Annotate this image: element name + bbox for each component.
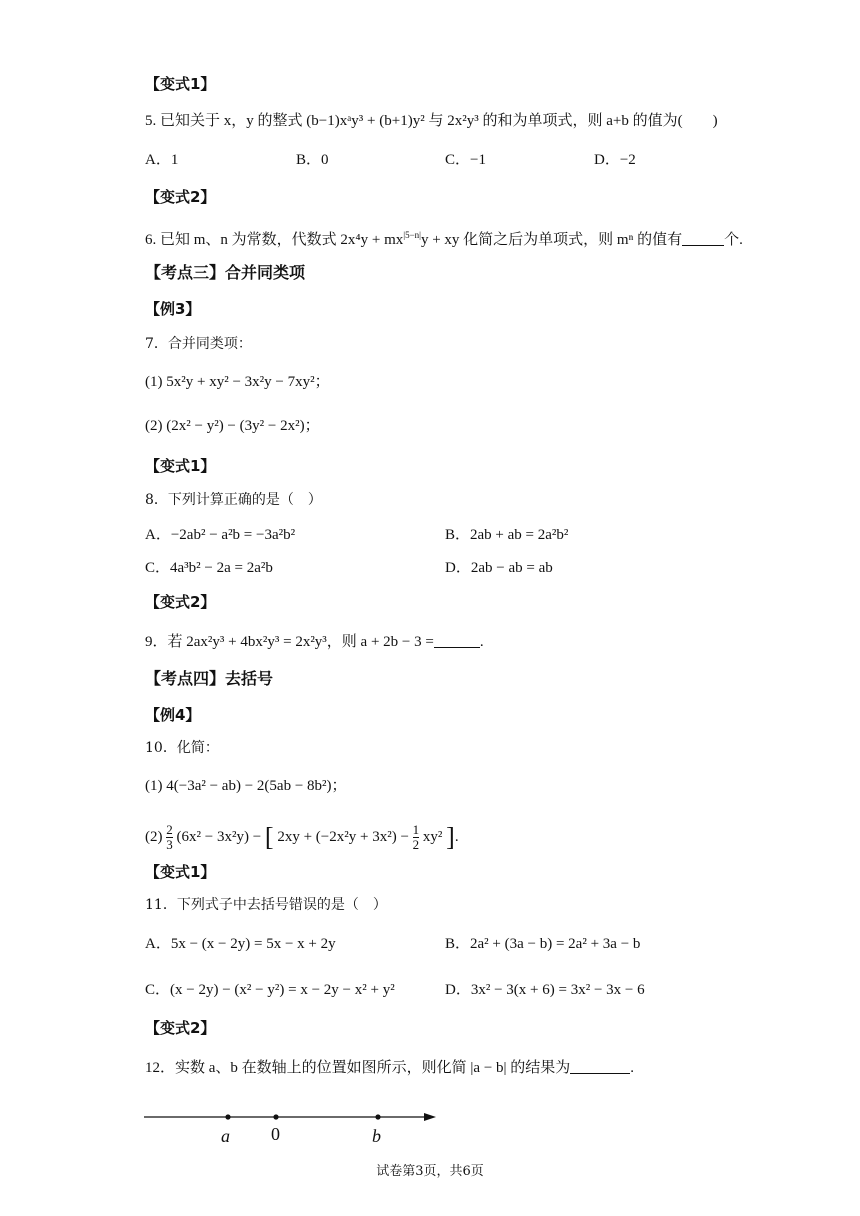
q9-text: 9．若 2ax²y³ + 4bx²y³ = 2x²y³，则 a + 2b − 3 = bbox=[145, 634, 434, 650]
q5-option-b: B．0 bbox=[296, 152, 329, 168]
q12-tail: . bbox=[630, 1060, 635, 1076]
point-a-dot bbox=[225, 1114, 230, 1119]
q10-part-2-b: (6x² − 3x²y) − bbox=[176, 829, 262, 845]
number-line-arrow-icon bbox=[424, 1113, 436, 1121]
question-8: 8．下列计算正确的是（ ） bbox=[145, 492, 322, 508]
q11-option-a: A．5x − (x − 2y) = 5x − x + 2y bbox=[145, 936, 336, 952]
variant-heading-2: 【变式2】 bbox=[145, 188, 216, 206]
q9-answer-blank bbox=[434, 633, 480, 648]
q8-option-d: D．2ab − ab = ab bbox=[445, 560, 553, 576]
fraction-denominator: 2 bbox=[412, 837, 420, 853]
q10-fraction-one-half bbox=[413, 823, 420, 852]
q12-text: 12．实数 a、b 在数轴上的位置如图所示，则化简 |a − b| 的结果为 bbox=[145, 1060, 571, 1076]
question-9 bbox=[145, 632, 484, 652]
question-10: 10．化简： bbox=[145, 740, 219, 756]
axis-label-b: b bbox=[372, 1126, 381, 1146]
question-11: 11．下列式子中去括号错误的是（ ） bbox=[145, 897, 387, 913]
q10-part-2-end: . bbox=[454, 829, 459, 845]
q11-option-d: D．3x² − 3(x + 6) = 3x² − 3x − 6 bbox=[445, 982, 645, 998]
left-bracket: [ bbox=[264, 822, 274, 852]
fraction-numerator: 1 bbox=[412, 822, 420, 838]
question-12 bbox=[145, 1058, 634, 1078]
fraction-denominator: 3 bbox=[166, 837, 173, 853]
q7-part-1: (1) 5x²y + xy² − 3x²y − 7xy²； bbox=[145, 374, 330, 390]
q5-option-c: C．−1 bbox=[445, 152, 486, 168]
q9-tail: . bbox=[479, 634, 484, 650]
q10-part-1: (1) 4(−3a² − ab) − 2(5ab − 8b²)； bbox=[145, 778, 347, 794]
variant-heading-4: 【变式2】 bbox=[145, 593, 216, 611]
q11-option-b: B．2a² + (3a − b) = 2a² + 3a − b bbox=[445, 936, 641, 952]
axis-label-a: a bbox=[221, 1126, 230, 1146]
q6-answer-blank bbox=[682, 231, 724, 246]
q12-answer-blank bbox=[570, 1059, 630, 1074]
q10-part-2-label: (2) bbox=[145, 829, 163, 845]
q8-option-c: C．4a³b² − 2a = 2a²b bbox=[145, 560, 273, 576]
axis-label-zero: 0 bbox=[271, 1124, 280, 1144]
fraction-numerator: 2 bbox=[166, 822, 173, 838]
q8-option-b: B．2ab + ab = 2a²b² bbox=[445, 527, 569, 543]
section-kaodian-3: 【考点三】合并同类项 bbox=[145, 263, 306, 282]
q10-part-2 bbox=[145, 820, 459, 855]
section-kaodian-4: 【考点四】去括号 bbox=[145, 669, 274, 688]
q6-text-post: y + xy 化简之后为单项式，则 mⁿ 的值有 bbox=[420, 232, 683, 248]
question-6 bbox=[145, 225, 743, 250]
question-7: 7．合并同类项： bbox=[145, 336, 252, 352]
q10-part-2-c: 2xy + (−2x²y + 3x²) − bbox=[277, 829, 409, 845]
q10-fraction-two-thirds bbox=[166, 823, 173, 852]
variant-heading-6: 【变式2】 bbox=[145, 1019, 216, 1037]
question-5: 5. 已知关于 x，y 的整式 (b−1)xᵃy³ + (b+1)y² 与 2x²y³ 的和为单项式，则 a+b 的值为( ) bbox=[145, 113, 718, 129]
q5-option-d: D．−2 bbox=[594, 152, 636, 168]
point-zero-dot bbox=[273, 1114, 278, 1119]
q6-text-pre: 6. 已知 m、n 为常数，代数式 2x⁴y + mx bbox=[145, 232, 404, 248]
q11-option-c: C．(x − 2y) − (x² − y²) = x − 2y − x² + y² bbox=[145, 982, 395, 998]
page-footer: 试卷第3页，共6页 bbox=[376, 1164, 484, 1179]
q8-option-a: A．−2ab² − a²b = −3a²b² bbox=[145, 527, 296, 543]
variant-heading-5: 【变式1】 bbox=[145, 863, 216, 881]
variant-heading-1: 【变式1】 bbox=[145, 75, 216, 93]
q10-part-2-d: xy² bbox=[422, 829, 443, 845]
example-heading-4: 【例4】 bbox=[145, 706, 201, 724]
q6-text-tail: 个. bbox=[724, 232, 743, 248]
number-line-figure bbox=[140, 1100, 460, 1150]
variant-heading-3: 【变式1】 bbox=[145, 457, 216, 475]
q7-part-2: (2) (2x² − y²) − (3y² − 2x²)； bbox=[145, 418, 320, 434]
example-heading-3: 【例3】 bbox=[145, 300, 201, 318]
point-b-dot bbox=[375, 1114, 380, 1119]
q6-exponent: |5−n| bbox=[403, 230, 421, 240]
right-bracket: ] bbox=[446, 822, 455, 852]
q5-option-a: A．1 bbox=[145, 152, 179, 168]
